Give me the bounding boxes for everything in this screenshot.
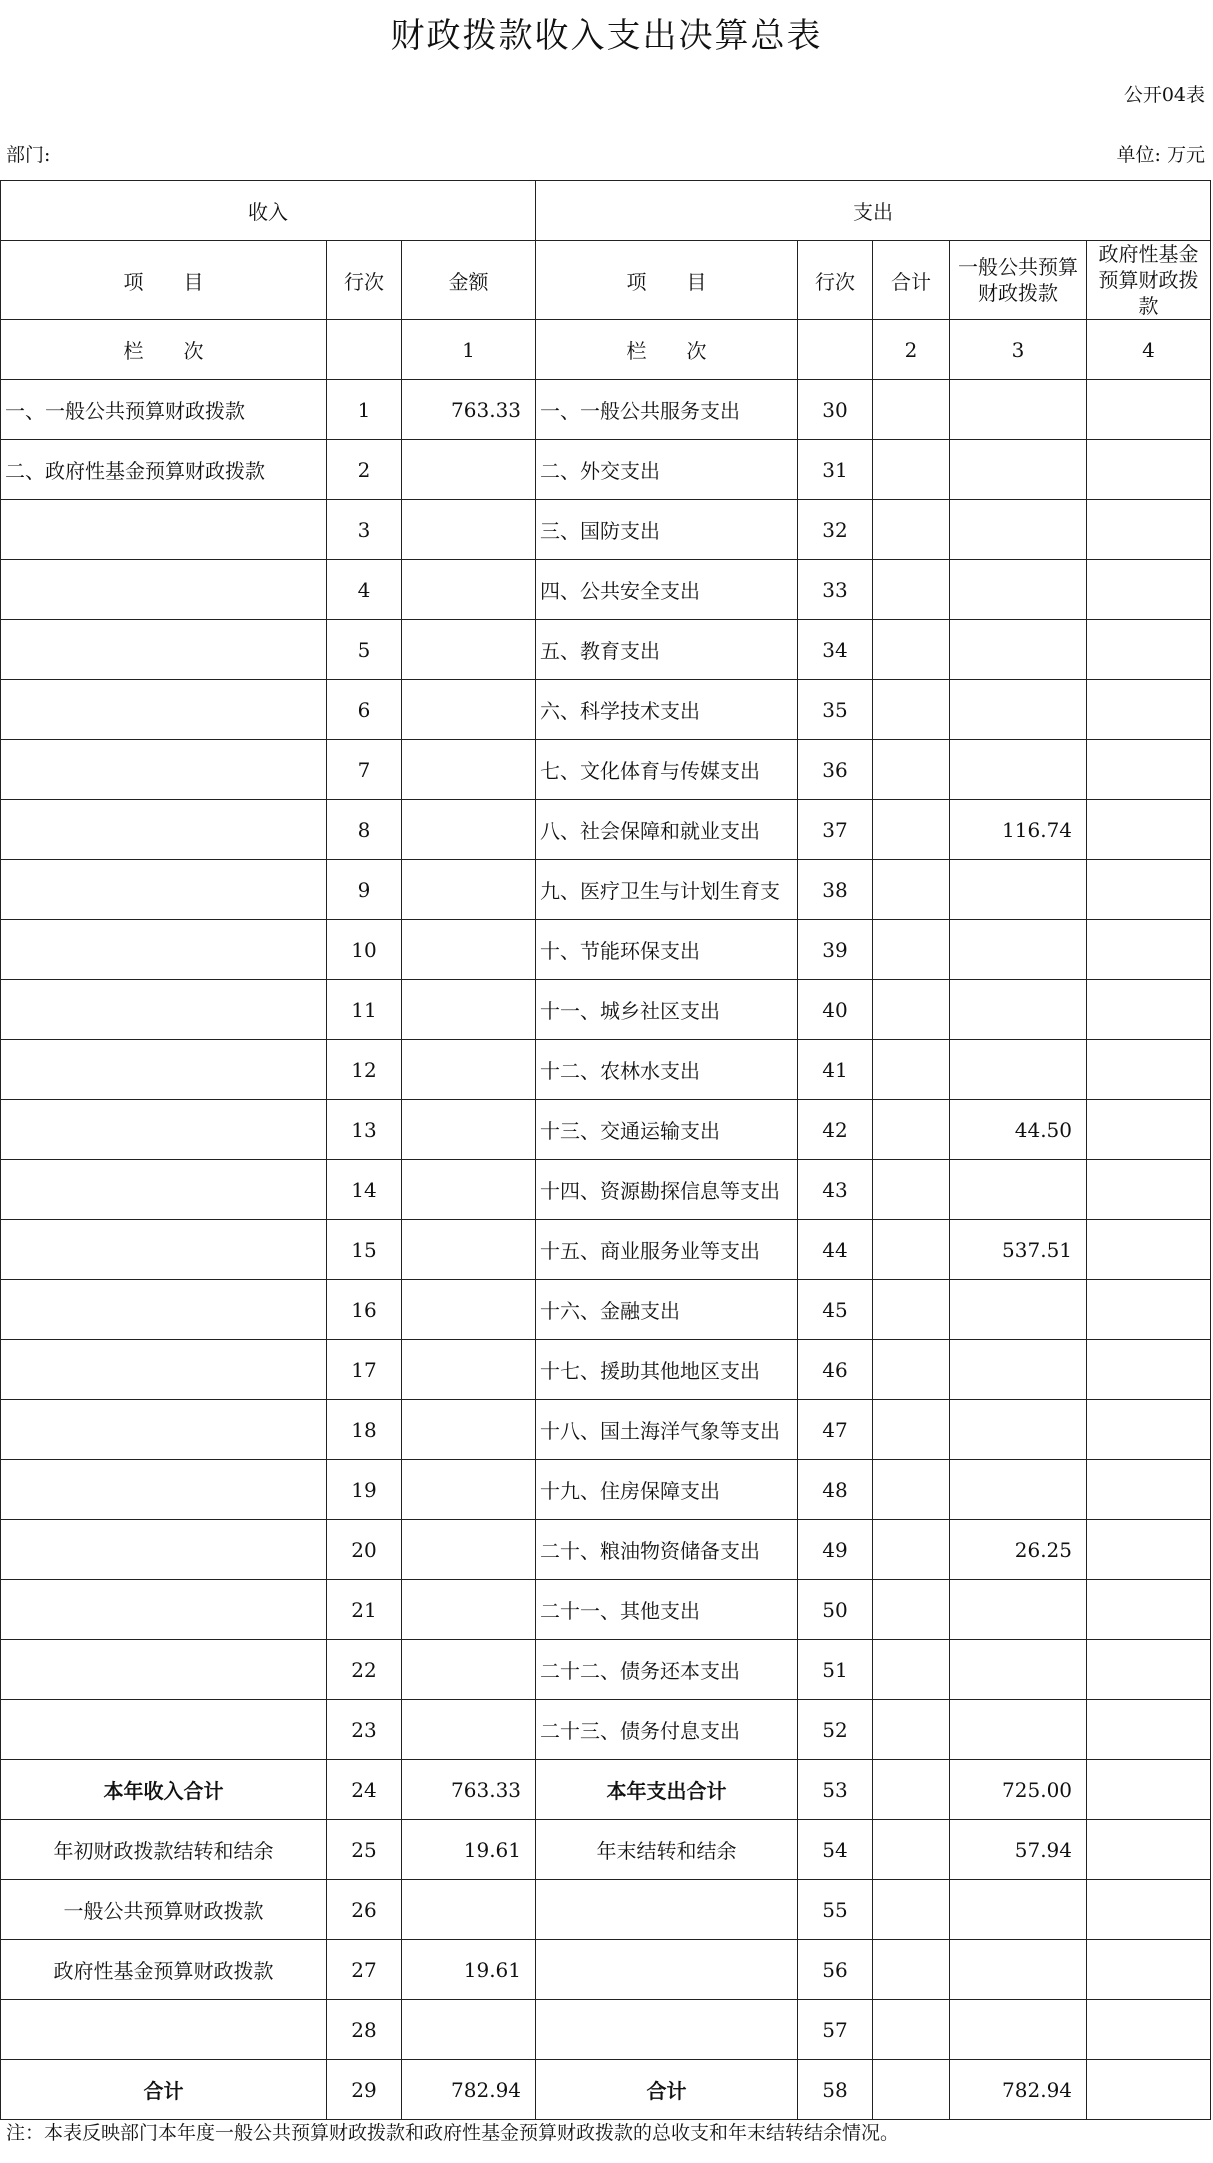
- expense-total-cell: [873, 560, 950, 620]
- gov-fund-cell: [1087, 1280, 1211, 1340]
- expense-item-cell: 九、医疗卫生与计划生育支: [536, 860, 798, 920]
- income-item-cell: [1, 500, 327, 560]
- income-rowno-cell: 15: [327, 1220, 402, 1280]
- income-item-cell: 合计: [1, 2060, 327, 2120]
- income-rowno-cell: 17: [327, 1340, 402, 1400]
- expense-item-cell: 十九、住房保障支出: [536, 1460, 798, 1520]
- table-row: [1, 560, 1211, 620]
- expense-item-cell: 二十、粮油物资储备支出: [536, 1520, 798, 1580]
- unit-label: 单位: 万元: [1116, 144, 1205, 166]
- expense-item-cell: [536, 2000, 798, 2060]
- income-item-cell: 政府性基金预算财政拨款: [1, 1940, 327, 2000]
- general-budget-cell: 782.94: [950, 2060, 1087, 2120]
- table-row: [1, 1520, 1211, 1580]
- table-row: [1, 1940, 1211, 2000]
- table-row: [1, 1040, 1211, 1100]
- income-amount-cell: [402, 560, 536, 620]
- income-amount-cell: [402, 1460, 536, 1520]
- income-rowno-cell: 8: [327, 800, 402, 860]
- expense-rowno-cell: 52: [798, 1700, 873, 1760]
- expense-rowno-cell: 39: [798, 920, 873, 980]
- table-row: [1, 1400, 1211, 1460]
- income-header: 收入: [1, 181, 536, 241]
- appropriation-table: [0, 180, 1211, 2120]
- expense-item-cell: 十七、援助其他地区支出: [536, 1340, 798, 1400]
- income-rowno-cell: 4: [327, 560, 402, 620]
- expense-rowno-cell: 46: [798, 1340, 873, 1400]
- expense-rowno-header: 行次: [798, 241, 873, 320]
- income-amount-cell: [402, 500, 536, 560]
- gov-fund-cell: [1087, 1520, 1211, 1580]
- table-row: [1, 1700, 1211, 1760]
- expense-total-cell: [873, 920, 950, 980]
- income-rowno-cell: 23: [327, 1700, 402, 1760]
- income-amount-cell: 763.33: [402, 1760, 536, 1820]
- gov-fund-cell: [1087, 1160, 1211, 1220]
- table-row: [1, 380, 1211, 440]
- expense-total-cell: [873, 1940, 950, 2000]
- income-amount-cell: [402, 1520, 536, 1580]
- general-budget-cell: 725.00: [950, 1760, 1087, 1820]
- expense-rowno-cell: 48: [798, 1460, 873, 1520]
- gov-fund-cell: [1087, 1040, 1211, 1100]
- income-rowno-cell: 18: [327, 1400, 402, 1460]
- gov-fund-cell: [1087, 440, 1211, 500]
- income-amount-cell: 19.61: [402, 1940, 536, 2000]
- income-amount-cell: [402, 1340, 536, 1400]
- income-rowno-cell: 16: [327, 1280, 402, 1340]
- expense-rowno-cell: 44: [798, 1220, 873, 1280]
- income-rowno-cell: 29: [327, 2060, 402, 2120]
- expense-item-cell: 十三、交通运输支出: [536, 1100, 798, 1160]
- expense-item-cell: 本年支出合计: [536, 1760, 798, 1820]
- expense-total-cell: [873, 1580, 950, 1640]
- expense-rowno-cell: 35: [798, 680, 873, 740]
- expense-total-cell: [873, 1640, 950, 1700]
- expense-item-cell: 二十一、其他支出: [536, 1580, 798, 1640]
- expense-rowno-cell: 38: [798, 860, 873, 920]
- expense-rowno-cell: 43: [798, 1160, 873, 1220]
- income-amount-cell: [402, 2000, 536, 2060]
- income-rowno-cell: 2: [327, 440, 402, 500]
- income-amount-cell: [402, 1100, 536, 1160]
- expense-rowno-cell: 32: [798, 500, 873, 560]
- general-budget-cell: 57.94: [950, 1820, 1087, 1880]
- expense-rowno-cell: 50: [798, 1580, 873, 1640]
- column-label-right: 栏 次: [536, 320, 798, 380]
- general-budget-cell: [950, 860, 1087, 920]
- expense-item-cell: 五、教育支出: [536, 620, 798, 680]
- gov-fund-cell: [1087, 920, 1211, 980]
- expense-rowno-cell: 34: [798, 620, 873, 680]
- income-amount-header: 金额: [402, 241, 536, 320]
- general-budget-header: 一般公共预算财政拨款: [950, 241, 1087, 320]
- expense-total-cell: [873, 1460, 950, 1520]
- expense-total-cell: [873, 620, 950, 680]
- gov-fund-cell: [1087, 1100, 1211, 1160]
- expense-total-cell: [873, 1160, 950, 1220]
- general-budget-cell: [950, 1160, 1087, 1220]
- general-budget-cell: [950, 560, 1087, 620]
- column-blank: [327, 320, 402, 380]
- expense-total-cell: [873, 800, 950, 860]
- income-item-cell: [1, 1580, 327, 1640]
- table-row: [1, 1340, 1211, 1400]
- income-amount-cell: [402, 1220, 536, 1280]
- gov-fund-cell: [1087, 1880, 1211, 1940]
- expense-item-cell: 二十三、债务付息支出: [536, 1700, 798, 1760]
- income-rowno-cell: 28: [327, 2000, 402, 2060]
- expense-rowno-cell: 55: [798, 1880, 873, 1940]
- income-amount-cell: [402, 620, 536, 680]
- income-amount-cell: [402, 980, 536, 1040]
- expense-rowno-cell: 41: [798, 1040, 873, 1100]
- expense-rowno-cell: 56: [798, 1940, 873, 2000]
- income-item-cell: [1, 920, 327, 980]
- expense-rowno-cell: 36: [798, 740, 873, 800]
- expense-total-cell: [873, 1700, 950, 1760]
- footnote: 注：本表反映部门本年度一般公共预算财政拨款和政府性基金预算财政拨款的总收支和年末结转结余情况。: [6, 2122, 900, 2144]
- gov-fund-cell: [1087, 1460, 1211, 1520]
- general-budget-cell: [950, 1940, 1087, 2000]
- table-row: [1, 1220, 1211, 1280]
- income-rowno-cell: 13: [327, 1100, 402, 1160]
- expense-item-cell: 年末结转和结余: [536, 1820, 798, 1880]
- table-row: [1, 860, 1211, 920]
- income-item-cell: [1, 1460, 327, 1520]
- income-item-cell: [1, 800, 327, 860]
- expense-total-cell: [873, 1340, 950, 1400]
- report-title: 财政拨款收入支出决算总表: [390, 16, 823, 56]
- expense-total-cell: [873, 1400, 950, 1460]
- gov-fund-cell: [1087, 980, 1211, 1040]
- expense-rowno-cell: 42: [798, 1100, 873, 1160]
- gov-fund-cell: [1087, 2000, 1211, 2060]
- income-amount-cell: 782.94: [402, 2060, 536, 2120]
- expense-rowno-cell: 54: [798, 1820, 873, 1880]
- general-budget-cell: [950, 740, 1087, 800]
- income-item-cell: [1, 2000, 327, 2060]
- income-amount-cell: [402, 1160, 536, 1220]
- table-row: [1, 1160, 1211, 1220]
- expense-rowno-cell: 58: [798, 2060, 873, 2120]
- general-budget-cell: [950, 680, 1087, 740]
- income-item-cell: [1, 980, 327, 1040]
- department-label: 部门:: [6, 144, 51, 166]
- expense-item-cell: 一、一般公共服务支出: [536, 380, 798, 440]
- income-item-cell: 本年收入合计: [1, 1760, 327, 1820]
- general-budget-cell: [950, 1340, 1087, 1400]
- general-budget-cell: [950, 920, 1087, 980]
- general-budget-cell: [950, 980, 1087, 1040]
- expense-item-cell: 三、国防支出: [536, 500, 798, 560]
- general-budget-cell: [950, 1700, 1087, 1760]
- income-amount-cell: 763.33: [402, 380, 536, 440]
- income-item-cell: [1, 1700, 327, 1760]
- expense-rowno-cell: 33: [798, 560, 873, 620]
- table-row: [1, 800, 1211, 860]
- expense-total-cell: [873, 680, 950, 740]
- table-row: [1, 1460, 1211, 1520]
- expense-item-cell: 十六、金融支出: [536, 1280, 798, 1340]
- general-budget-cell: 26.25: [950, 1520, 1087, 1580]
- header-row-columns: [1, 241, 1211, 320]
- table-row: [1, 1580, 1211, 1640]
- general-budget-cell: [950, 1460, 1087, 1520]
- column-number-3: 3: [950, 320, 1087, 380]
- gov-fund-cell: [1087, 500, 1211, 560]
- gov-fund-cell: [1087, 620, 1211, 680]
- table-row: [1, 1640, 1211, 1700]
- expense-total-cell: [873, 1040, 950, 1100]
- expense-total-cell: [873, 1760, 950, 1820]
- expense-rowno-cell: 47: [798, 1400, 873, 1460]
- income-rowno-cell: 24: [327, 1760, 402, 1820]
- table-row: [1, 1880, 1211, 1940]
- general-budget-cell: 44.50: [950, 1100, 1087, 1160]
- table-row: [1, 740, 1211, 800]
- expense-item-cell: 四、公共安全支出: [536, 560, 798, 620]
- income-amount-cell: [402, 1040, 536, 1100]
- income-amount-cell: [402, 440, 536, 500]
- expense-item-cell: 二、外交支出: [536, 440, 798, 500]
- expense-total-cell: [873, 1220, 950, 1280]
- column-number-4: 4: [1087, 320, 1211, 380]
- income-item-cell: [1, 1220, 327, 1280]
- column-number-row: [1, 320, 1211, 380]
- column-number-1: 1: [402, 320, 536, 380]
- expense-total-cell: [873, 1520, 950, 1580]
- table-row: [1, 620, 1211, 680]
- income-amount-cell: [402, 1880, 536, 1940]
- expense-item-cell: 十四、资源勘探信息等支出: [536, 1160, 798, 1220]
- expense-total-cell: [873, 1100, 950, 1160]
- income-item-cell: [1, 1640, 327, 1700]
- column-number-2: 2: [873, 320, 950, 380]
- income-item-cell: [1, 1160, 327, 1220]
- table-row: [1, 1820, 1211, 1880]
- general-budget-cell: [950, 620, 1087, 680]
- expense-item-cell: 十五、商业服务业等支出: [536, 1220, 798, 1280]
- expense-rowno-cell: 45: [798, 1280, 873, 1340]
- expense-header: 支出: [536, 181, 1211, 241]
- expense-rowno-cell: 49: [798, 1520, 873, 1580]
- income-amount-cell: [402, 740, 536, 800]
- general-budget-cell: [950, 1880, 1087, 1940]
- general-budget-cell: [950, 1280, 1087, 1340]
- expense-item-cell: 二十二、债务还本支出: [536, 1640, 798, 1700]
- gov-fund-cell: [1087, 1760, 1211, 1820]
- gov-fund-cell: [1087, 1700, 1211, 1760]
- column-blank: [798, 320, 873, 380]
- expense-total-cell: [873, 440, 950, 500]
- income-rowno-cell: 27: [327, 1940, 402, 2000]
- income-amount-cell: [402, 680, 536, 740]
- expense-item-cell: 六、科学技术支出: [536, 680, 798, 740]
- income-item-cell: 一、一般公共预算财政拨款: [1, 380, 327, 440]
- general-budget-cell: [950, 1580, 1087, 1640]
- expense-total-cell: [873, 500, 950, 560]
- gov-fund-cell: [1087, 1220, 1211, 1280]
- form-number: 公开04表: [1123, 84, 1205, 106]
- expense-total-cell: [873, 380, 950, 440]
- income-item-cell: 二、政府性基金预算财政拨款: [1, 440, 327, 500]
- expense-item-header: 项 目: [536, 241, 798, 320]
- general-budget-cell: [950, 500, 1087, 560]
- gov-fund-cell: [1087, 1940, 1211, 2000]
- income-amount-cell: [402, 1400, 536, 1460]
- gov-fund-cell: [1087, 800, 1211, 860]
- general-budget-cell: [950, 1400, 1087, 1460]
- income-item-cell: [1, 620, 327, 680]
- expense-rowno-cell: 51: [798, 1640, 873, 1700]
- income-rowno-cell: 10: [327, 920, 402, 980]
- expense-total-cell: [873, 740, 950, 800]
- income-rowno-cell: 5: [327, 620, 402, 680]
- general-budget-cell: [950, 440, 1087, 500]
- gov-fund-cell: [1087, 1340, 1211, 1400]
- gov-fund-cell: [1087, 1820, 1211, 1880]
- expense-item-cell: [536, 1880, 798, 1940]
- table-row: [1, 2000, 1211, 2060]
- income-item-cell: [1, 1280, 327, 1340]
- table-row: [1, 980, 1211, 1040]
- expense-rowno-cell: 40: [798, 980, 873, 1040]
- income-rowno-cell: 22: [327, 1640, 402, 1700]
- expense-item-cell: 十八、国土海洋气象等支出: [536, 1400, 798, 1460]
- expense-item-cell: 十二、农林水支出: [536, 1040, 798, 1100]
- income-item-cell: 年初财政拨款结转和结余: [1, 1820, 327, 1880]
- expense-rowno-cell: 57: [798, 2000, 873, 2060]
- expense-item-cell: 八、社会保障和就业支出: [536, 800, 798, 860]
- general-budget-cell: [950, 2000, 1087, 2060]
- gov-fund-cell: [1087, 2060, 1211, 2120]
- income-rowno-cell: 7: [327, 740, 402, 800]
- gov-fund-cell: [1087, 1640, 1211, 1700]
- income-item-cell: [1, 860, 327, 920]
- gov-fund-header: 政府性基金预算财政拨款: [1087, 241, 1211, 320]
- expense-item-cell: 合计: [536, 2060, 798, 2120]
- income-amount-cell: [402, 860, 536, 920]
- general-budget-cell: [950, 1640, 1087, 1700]
- gov-fund-cell: [1087, 560, 1211, 620]
- income-item-cell: [1, 740, 327, 800]
- income-item-cell: [1, 1520, 327, 1580]
- income-amount-cell: [402, 920, 536, 980]
- income-rowno-cell: 11: [327, 980, 402, 1040]
- income-rowno-cell: 6: [327, 680, 402, 740]
- expense-total-header: 合计: [873, 241, 950, 320]
- gov-fund-cell: [1087, 860, 1211, 920]
- income-amount-cell: 19.61: [402, 1820, 536, 1880]
- expense-total-cell: [873, 2000, 950, 2060]
- income-amount-cell: [402, 1640, 536, 1700]
- expense-item-cell: 十一、城乡社区支出: [536, 980, 798, 1040]
- income-item-cell: 一般公共预算财政拨款: [1, 1880, 327, 1940]
- gov-fund-cell: [1087, 1580, 1211, 1640]
- table-row: [1, 1100, 1211, 1160]
- expense-total-cell: [873, 2060, 950, 2120]
- general-budget-cell: [950, 1040, 1087, 1100]
- income-rowno-cell: 14: [327, 1160, 402, 1220]
- income-amount-cell: [402, 1580, 536, 1640]
- income-item-cell: [1, 1340, 327, 1400]
- income-rowno-cell: 3: [327, 500, 402, 560]
- general-budget-cell: [950, 380, 1087, 440]
- income-item-header: 项 目: [1, 241, 327, 320]
- income-item-cell: [1, 1100, 327, 1160]
- income-rowno-header: 行次: [327, 241, 402, 320]
- expense-item-cell: 七、文化体育与传媒支出: [536, 740, 798, 800]
- general-budget-cell: 116.74: [950, 800, 1087, 860]
- income-amount-cell: [402, 1700, 536, 1760]
- income-item-cell: [1, 1400, 327, 1460]
- expense-rowno-cell: 30: [798, 380, 873, 440]
- income-item-cell: [1, 1040, 327, 1100]
- income-rowno-cell: 25: [327, 1820, 402, 1880]
- gov-fund-cell: [1087, 680, 1211, 740]
- income-item-cell: [1, 560, 327, 620]
- header-row-section: [1, 181, 1211, 241]
- gov-fund-cell: [1087, 380, 1211, 440]
- table-row: [1, 1280, 1211, 1340]
- table-row: [1, 680, 1211, 740]
- income-rowno-cell: 26: [327, 1880, 402, 1940]
- expense-item-cell: [536, 1940, 798, 2000]
- table-row: [1, 2060, 1211, 2120]
- income-rowno-cell: 9: [327, 860, 402, 920]
- column-label-left: 栏 次: [1, 320, 327, 380]
- table-row: [1, 500, 1211, 560]
- expense-item-cell: 十、节能环保支出: [536, 920, 798, 980]
- income-item-cell: [1, 680, 327, 740]
- expense-rowno-cell: 31: [798, 440, 873, 500]
- income-rowno-cell: 21: [327, 1580, 402, 1640]
- gov-fund-cell: [1087, 1400, 1211, 1460]
- table-row: [1, 920, 1211, 980]
- expense-total-cell: [873, 860, 950, 920]
- income-amount-cell: [402, 800, 536, 860]
- income-rowno-cell: 19: [327, 1460, 402, 1520]
- general-budget-cell: 537.51: [950, 1220, 1087, 1280]
- expense-total-cell: [873, 980, 950, 1040]
- income-rowno-cell: 20: [327, 1520, 402, 1580]
- expense-rowno-cell: 37: [798, 800, 873, 860]
- table-row: [1, 440, 1211, 500]
- table-row: [1, 1760, 1211, 1820]
- income-rowno-cell: 12: [327, 1040, 402, 1100]
- expense-total-cell: [873, 1820, 950, 1880]
- gov-fund-cell: [1087, 740, 1211, 800]
- income-rowno-cell: 1: [327, 380, 402, 440]
- expense-rowno-cell: 53: [798, 1760, 873, 1820]
- expense-total-cell: [873, 1880, 950, 1940]
- income-amount-cell: [402, 1280, 536, 1340]
- expense-total-cell: [873, 1280, 950, 1340]
